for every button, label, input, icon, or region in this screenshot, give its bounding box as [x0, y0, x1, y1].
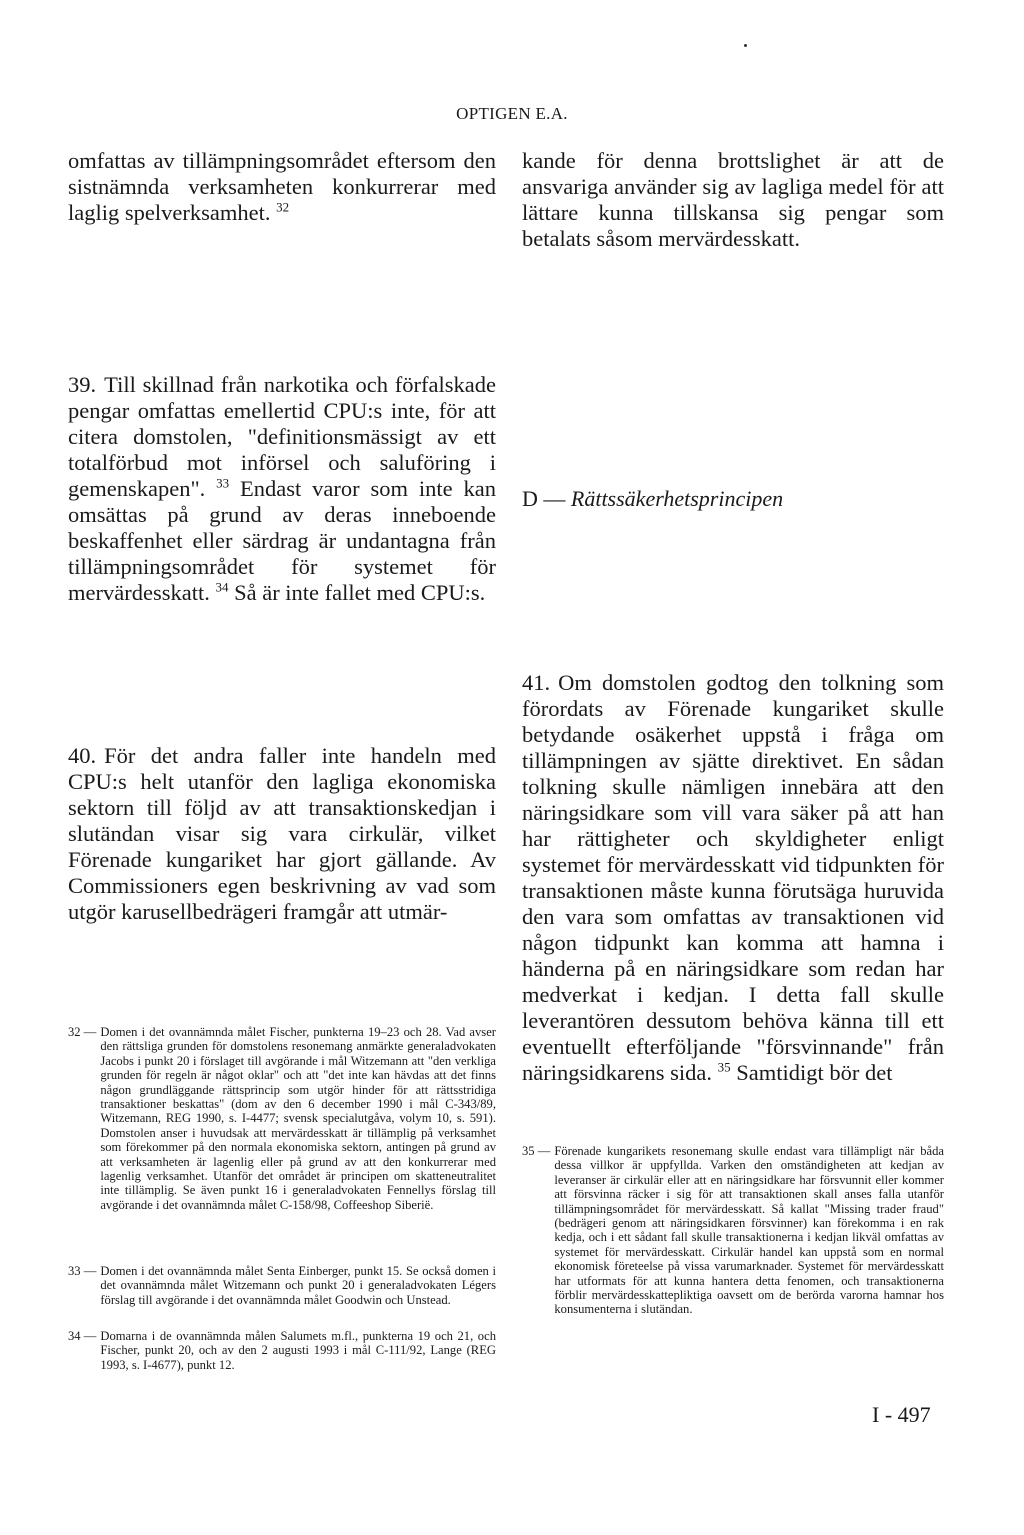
paragraph-40 — [68, 743, 496, 925]
paragraph-41-number: 41. — [522, 670, 551, 695]
footnote-34-label: 34 — — [68, 1329, 97, 1343]
paragraph-39-text-b: Endast varor som inte kan omsättas på grund av deras inneboende beskaffenhet eller särdrag är undantagna från tillämpningsområdet för systemet för mervärdesskatt. — [68, 476, 497, 605]
footnote-32-label: 32 — — [68, 1025, 97, 1039]
footnote-34-text: Domarna i de ovannämnda målen Salumets m.fl., punkterna 19 och 21, och Fischer, punkt 20, och av den 2 augusti 1993 i mål C-111/92, Lange (REG 1993, s. I-4677), punkt 12. — [100, 1329, 496, 1372]
footnote-33-text: Domen i det ovannämnda målet Senta Einberger, punkt 15. Se också domen i det ovannämnda målet Witzemann och punkt 20 i generaladvokaten Légers förslag till avgörande i det ovannämnda målet Goodwin och Unstead. — [100, 1264, 496, 1307]
paragraph-39-text-a: Till skillnad från narkotika och förfalskade pengar omfattas emellertid CPU:s inte, för att citera domstolen, "definitionsmässigt av ett totalförbud mot införsel och saluföring i gemenskapen". — [68, 372, 496, 501]
footnote-32-text: Domen i det ovannämnda målet Fischer, punkterna 19–23 och 28. Vad avser den rättsliga grunden för domstolens resonemang anmärkte generaladvokaten Jacobs i punkt 20 i förslaget till avgörande i mål Witzemann att "den verkliga grunden för regeln är något oklar" och att "det inte kan hävdas att det finns någon grundläggande rättsprincip som utgör hinder för att rättsstridiga transaktioner beskattas" (dom av den 6 december 1990 i mål C-343/89, Witzemann, REG 1990, s. I-4477; svensk specialutgåva, volym 10, s. 591). Domstolen anser i huvudsak att mervärdesskatt är tillämplig på verksamhet som förekommer på den normala ekonomiska sektorn, antingen på grund av att verksamheten är lagenlig eller på grund av att den konkurrerar med lagenlig verksamhet. Utanför det området är principen om skatteneutralitet inte tillämplig. Se även punkt 16 i generaladvokaten Fennellys förslag till avgörande i det ovannämnda målet C-158/98, Coffeeshop Siberië. — [100, 1025, 496, 1212]
paragraph-41-text: Om domstolen godtog den tolkning som förordats av Förenade kungariket skulle betydande osäkerhet uppstå i fråga om tillämpningen av sjätte direktivet. En sådan tolkning skulle nämligen innebära att den näringsidkare som vill vara säker på att han har rättigheter och skyldigheter enligt systemet för mervärdesskatt vid tidpunkten för transaktionen måste kunna förutsäga huruvida den vara som omfattas av transaktionen vid någon tidpunkt kan komma att hamna i händerna på en näringsidkare som redan har medverkat i kedjan. I detta fall skulle leverantören dessutom behöva känna till ett eventuellt efterföljande "försvinnande" från näringsidkarens sida. — [522, 670, 944, 1085]
paragraph-39-text-c: Så är inte fallet med CPU:s. — [234, 580, 486, 605]
footnote-35-label: 35 — — [522, 1144, 551, 1158]
footnote-33 — [68, 1264, 496, 1307]
footnote-ref-35: 35 — [717, 1059, 731, 1075]
footnote-34 — [68, 1329, 496, 1372]
section-letter: D — — [522, 486, 566, 511]
paragraph-40-number: 40. — [68, 743, 97, 768]
running-header: OPTIGEN E.A. — [456, 104, 568, 123]
left-intro-text: omfattas av tillämpningsområdet eftersom den sistnämnda verksamheten konkurrerar med laglig spelverksamhet. — [68, 148, 496, 225]
section-title: Rättssäkerhetsprincipen — [570, 486, 784, 511]
paragraph-41 — [522, 670, 944, 1086]
page-number: I - 497 — [872, 1402, 931, 1427]
paragraph-40-text: För det andra faller inte handeln med CPU:s helt utanför den lagliga ekonomiska sektorn till följd av att transaktionskedjan i slutändan visar sig vara cirkulär, vilket Förenade kungariket har gjort gällande. Av Commissioners egen beskrivning av vad som utgör karusellbedrägeri framgår att utmär- — [68, 743, 496, 924]
footnote-ref-33: 33 — [216, 475, 230, 491]
section-heading — [522, 486, 944, 512]
paragraph-41-text-end: Samtidigt bör det — [736, 1060, 893, 1085]
left-intro-paragraph — [68, 148, 496, 226]
footnote-35-text: Förenade kungarikets resonemang skulle endast vara tillämpligt när båda dessa villkor är uppfyllda. Varken den omständigheten att kedjan av leveranser är cirkulär eller att en näringsidkare har försvunnit eller kommer att försvinna räcker i sig för att transaktionen skall anses falla utanför tillämpningsområdet för mervärdesskatt. Så kallat "Missing trader fraud" (bedrägeri genom att näringsidkaren försvinner) kan förekomma i en rak kedja, och i ett sådant fall skulle transaktionerna i kedjan likväl omfattas av systemet för mervärdesskatt. Cirkulär handel kan uppstå som en normal ekonomisk företeelse på vissa varumarknader. Systemet för mervärdesskatt har utformats för att kunna hantera detta fenomen, och transaktionerna förblir mervärdesskattepliktiga oavsett om de berörda varorna hamnar hos konsumenterna i slutändan. — [554, 1144, 944, 1317]
print-speck — [744, 44, 747, 47]
footnote-35 — [522, 1144, 944, 1317]
footnote-33-label: 33 — — [68, 1264, 97, 1278]
paragraph-39-number: 39. — [68, 372, 97, 397]
paragraph-39 — [68, 372, 496, 606]
footnote-32 — [68, 1025, 496, 1212]
footnote-ref-32: 32 — [276, 199, 290, 215]
footnote-ref-34: 34 — [215, 579, 229, 595]
right-continuation-paragraph: kande för denna brottslighet är att de ansvariga använder sig av lagliga medel för att lättare kunna tillskansa sig pengar som betalats såsom mervärdesskatt. — [522, 148, 944, 251]
